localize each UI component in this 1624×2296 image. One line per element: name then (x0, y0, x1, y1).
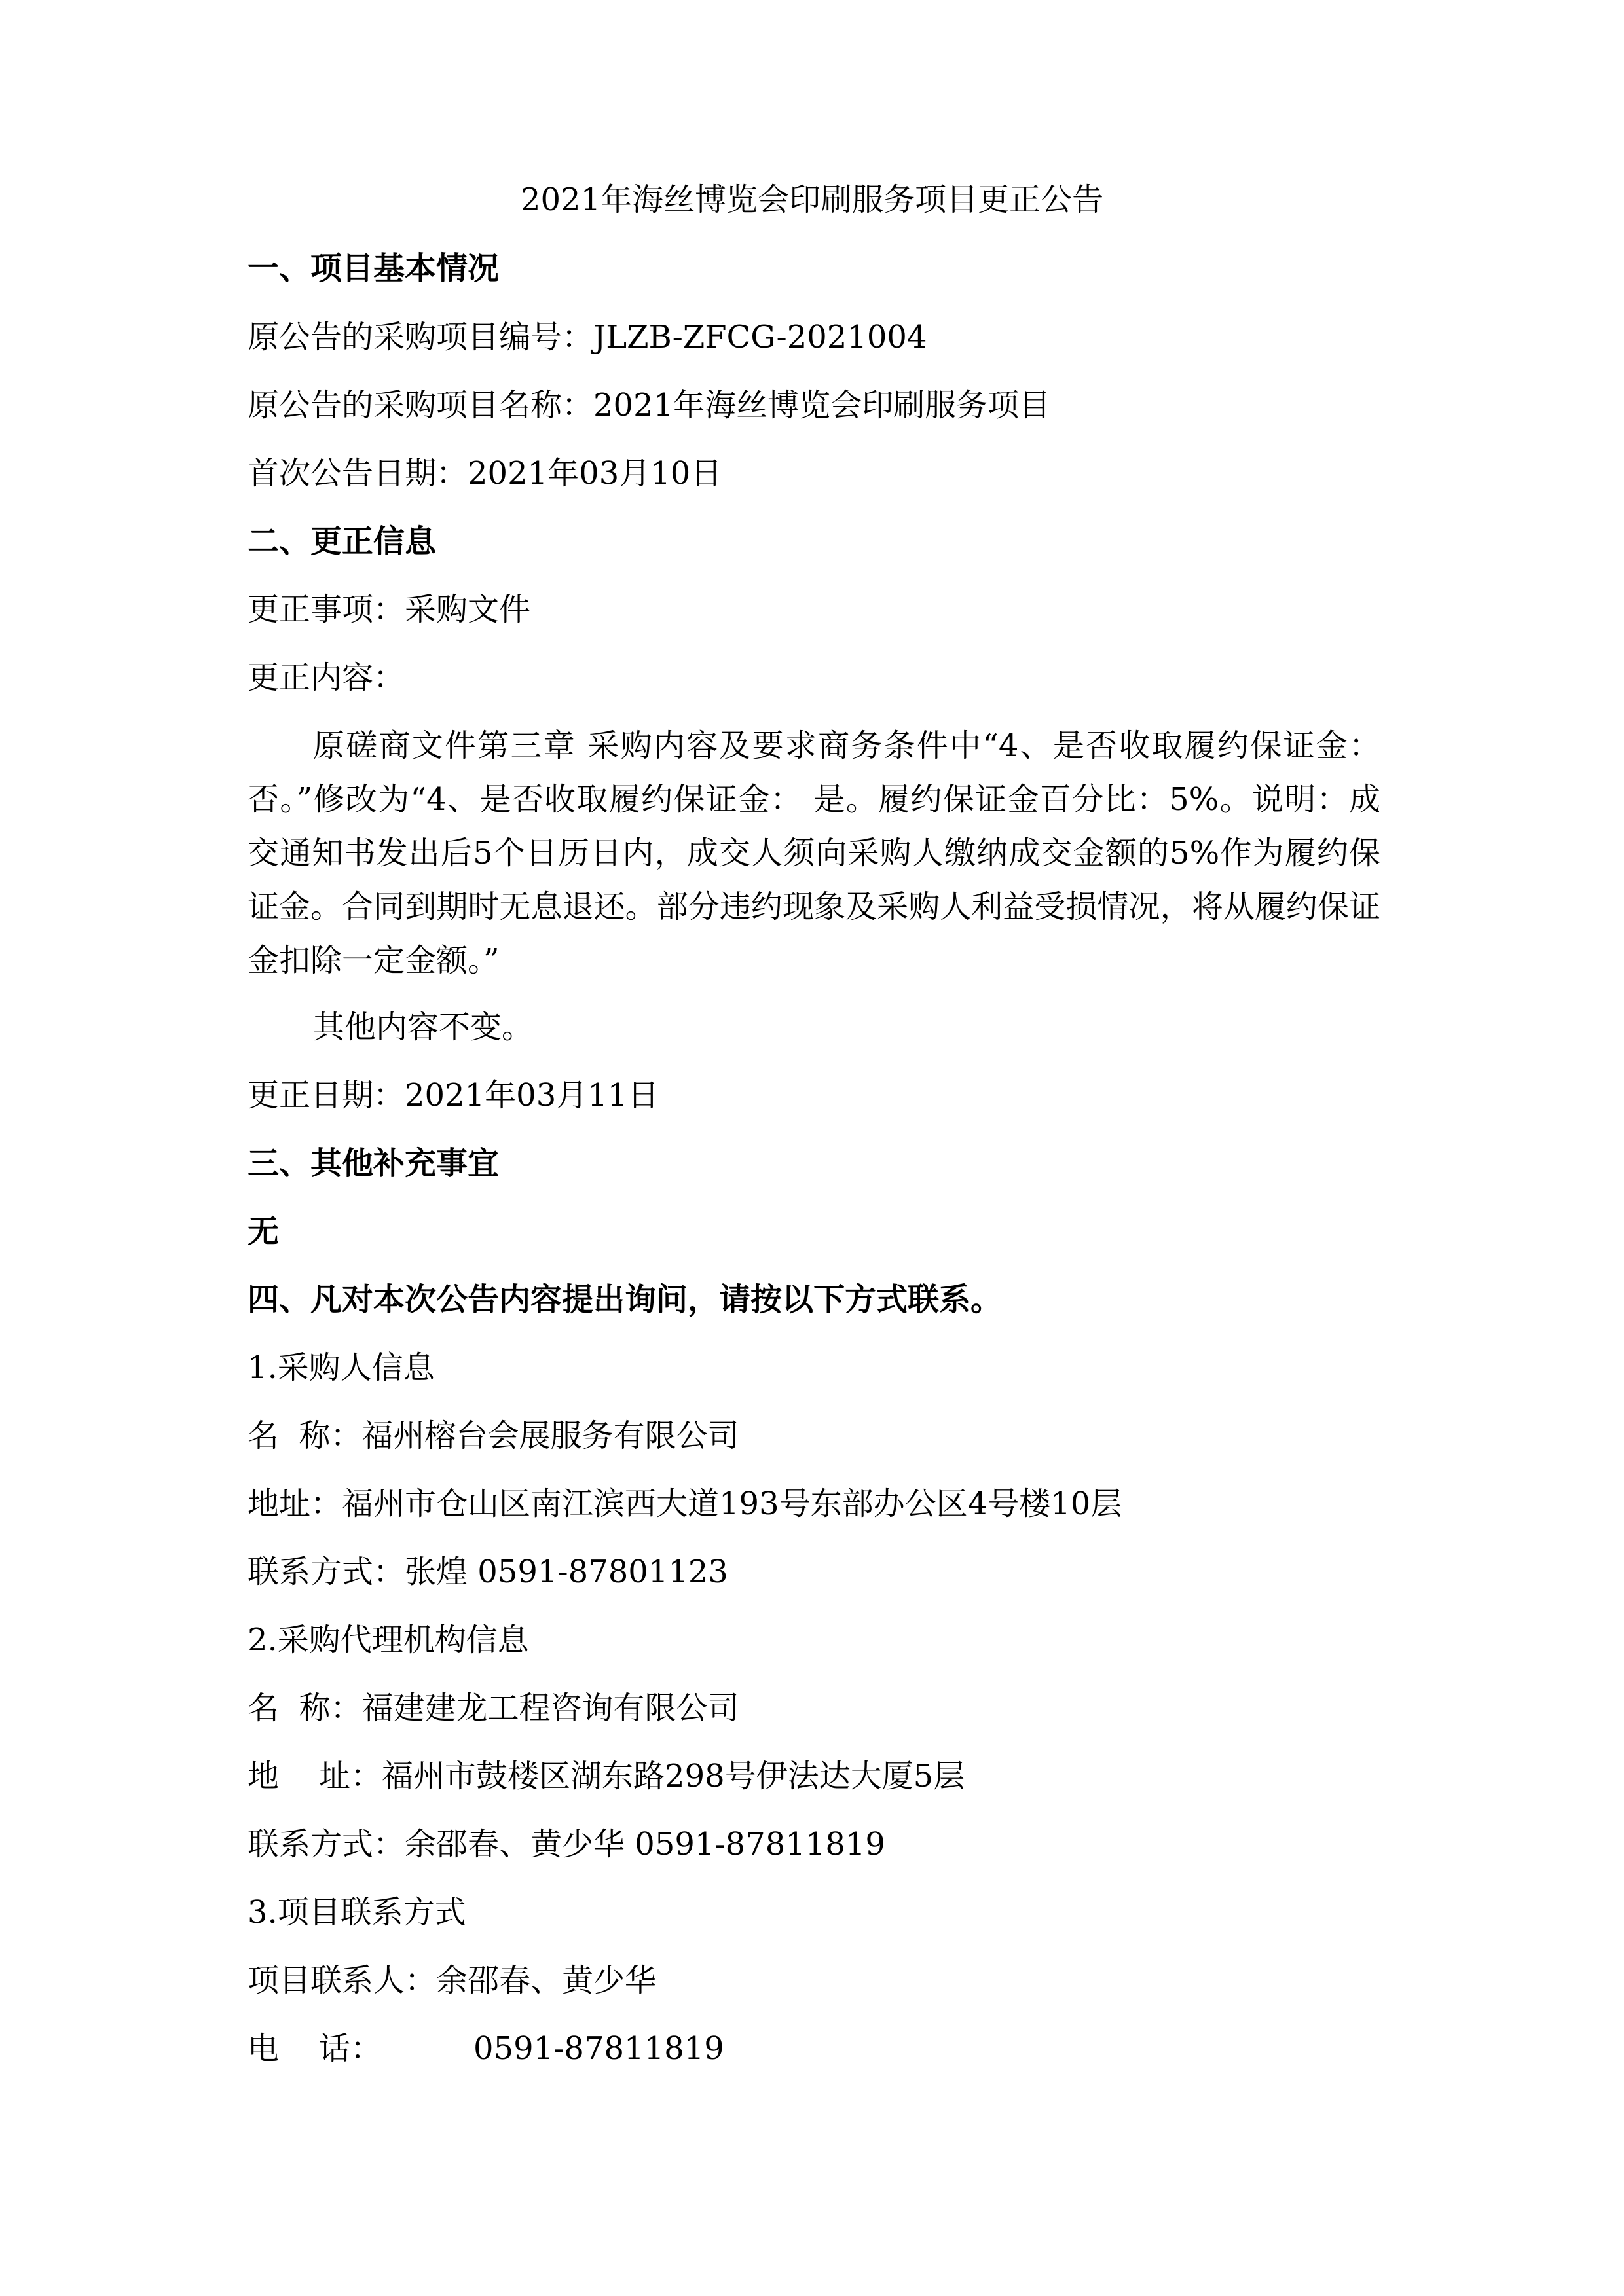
project-number-value: JLZB-ZFCG-2021004 (593, 319, 927, 355)
other-unchanged-text: 其他内容不变。 (313, 1009, 534, 1046)
purchaser-name-line (248, 1413, 739, 1459)
project-number-label: 原公告的采购项目编号： (248, 319, 594, 355)
project-name-value: 2021年海丝博览会印刷服务项目 (593, 387, 1051, 424)
first-date-label: 首次公告日期： (248, 455, 468, 492)
project-name-line (248, 382, 1050, 428)
section4-heading: 四、凡对本次公告内容提出询问，请按以下方式联系。 (248, 1281, 1003, 1318)
purchaser-contact-value: 张煌 0591-87801123 (405, 1554, 728, 1590)
purchaser-address-label: 地址： (248, 1485, 342, 1522)
purchaser-heading: 1.采购人信息 (248, 1349, 435, 1386)
purchaser-contact-line (248, 1549, 728, 1595)
purchaser-name-label: 名 称： (248, 1417, 362, 1454)
section3-content: 无 (248, 1213, 280, 1250)
purchaser-contact-label: 联系方式： (248, 1554, 405, 1590)
project-contact-phone-label: 电 话： (248, 2030, 382, 2067)
project-contact-person-line (248, 1958, 656, 2003)
agency-name-label: 名 称： (248, 1690, 362, 1726)
project-contact-phone-value: 0591-87811819 (473, 2030, 724, 2067)
agency-contact-line (248, 1821, 885, 1867)
agency-address-value: 福州市鼓楼区湖东路298号伊法达大厦5层 (382, 1758, 965, 1795)
correction-item-line (248, 587, 530, 632)
first-date-value: 2021年03月10日 (468, 455, 722, 492)
correction-date-line (248, 1072, 659, 1118)
agency-name-line (248, 1685, 739, 1731)
section3-heading: 三、其他补充事宜 (248, 1145, 500, 1182)
correction-item-label: 更正事项： (248, 591, 405, 628)
correction-item-value: 采购文件 (405, 591, 531, 628)
agency-heading: 2.采购代理机构信息 (248, 1622, 529, 1658)
project-contact-person-value: 余邵春、黄少华 (436, 1962, 657, 1999)
project-contact-phone-line (248, 2026, 724, 2071)
correction-date-label: 更正日期： (248, 1077, 405, 1114)
correction-content-paragraph: 原磋商文件第三章 采购内容及要求商务条件中“4、是否收取履约保证金：否。”修改为“4、是否收取履约保证金： 是。履约保证金百分比：5%。说明：成交通知书发出后5个日历日内，成交人须向采购人缴纳成交金额的5%作为履约保证金。合同到期时无息退还。部分违约现象及采购人利益受损情况，将从履约保证金扣除一定金额。” (248, 727, 1380, 979)
agency-address-line (248, 1753, 965, 1799)
project-contact-heading: 3.项目联系方式 (248, 1894, 466, 1931)
first-date-line (248, 450, 722, 496)
project-contact-person-label: 项目联系人： (248, 1962, 437, 1999)
correction-content-label: 更正内容： (248, 659, 405, 696)
page-title: 2021年海丝博览会印刷服务项目更正公告 (520, 181, 1104, 218)
agency-address-label: 地 址： (248, 1758, 382, 1795)
agency-name-value: 福建建龙工程咨询有限公司 (361, 1690, 739, 1726)
project-name-label: 原公告的采购项目名称： (248, 387, 594, 424)
project-number-line (248, 314, 927, 360)
section1-heading: 一、项目基本情况 (248, 250, 500, 287)
agency-contact-value: 余邵春、黄少华 0591-87811819 (405, 1826, 885, 1863)
section2-heading: 二、更正信息 (248, 523, 437, 560)
purchaser-address-value: 福州市仓山区南江滨西大道193号东部办公区4号楼10层 (342, 1485, 1122, 1522)
purchaser-address-line (248, 1481, 1122, 1527)
correction-date-value: 2021年03月11日 (405, 1077, 659, 1114)
purchaser-name-value: 福州榕台会展服务有限公司 (361, 1417, 739, 1454)
agency-contact-label: 联系方式： (248, 1826, 405, 1863)
